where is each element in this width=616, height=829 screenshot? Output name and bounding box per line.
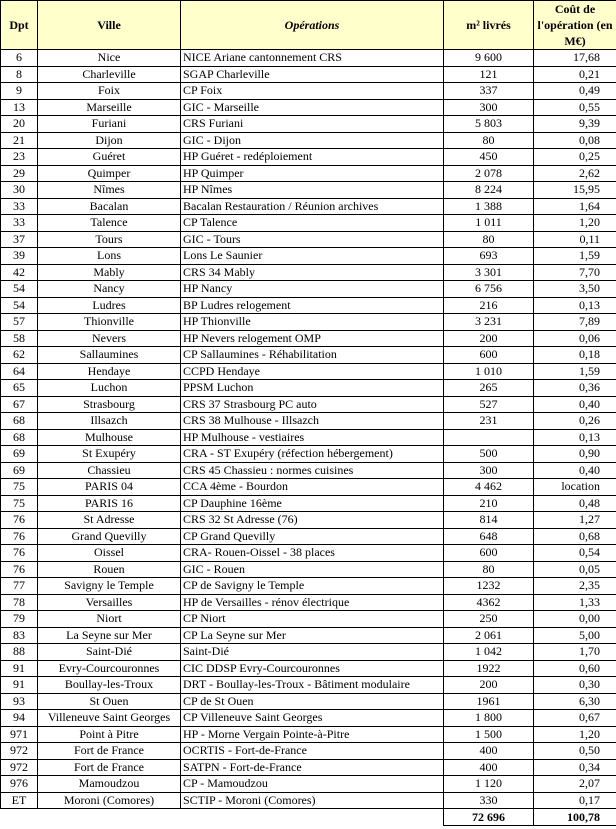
cell-m2: 200 (444, 677, 534, 694)
cell-ville: St Exupéry (38, 446, 181, 463)
cell-cout: 0,49 (534, 83, 616, 100)
cell-dpt: 79 (1, 611, 38, 628)
cell-cout: 0,17 (534, 792, 616, 809)
cell-operation: HP Nancy (181, 281, 444, 298)
cell-m2: 5 803 (444, 116, 534, 133)
cell-ville: Mamoudzou (38, 776, 181, 793)
cell-cout: 0,25 (534, 149, 616, 166)
cell-operation: DRT - Boullay-les-Troux - Bâtiment modulaire (181, 677, 444, 694)
cell-dpt: 972 (1, 759, 38, 776)
cell-dpt: 64 (1, 363, 38, 380)
cell-dpt: 91 (1, 660, 38, 677)
cell-ville: Guéret (38, 149, 181, 166)
cell-cout: 6,30 (534, 693, 616, 710)
cell-dpt: ET (1, 792, 38, 809)
cell-ville: Nice (38, 50, 181, 67)
cell-ville: Charleville (38, 66, 181, 83)
cell-ville: Tours (38, 231, 181, 248)
cell-cout: 0,34 (534, 759, 616, 776)
cell-dpt: 77 (1, 578, 38, 595)
cell-dpt: 68 (1, 413, 38, 430)
cell-operation: CP Talence (181, 215, 444, 232)
cell-dpt: 58 (1, 330, 38, 347)
table-row (1, 83, 616, 100)
table-row (1, 578, 616, 595)
cell-ville: Evry-Courcouronnes (38, 660, 181, 677)
cell-m2: 1922 (444, 660, 534, 677)
cell-operation: CRA- Rouen-Oissel - 38 places (181, 545, 444, 562)
cell-operation: CP Niort (181, 611, 444, 628)
cell-m2: 1 388 (444, 198, 534, 215)
cell-ville: Fort de France (38, 759, 181, 776)
cell-m2: 450 (444, 149, 534, 166)
cell-dpt: 976 (1, 776, 38, 793)
cell-cout: 1,33 (534, 594, 616, 611)
table-row (1, 710, 616, 727)
table-row (1, 66, 616, 83)
cell-operation: CRS 38 Mulhouse - Illsazch (181, 413, 444, 430)
cell-ville: Oissel (38, 545, 181, 562)
cell-ville: Nîmes (38, 182, 181, 199)
cell-operation: CP de St Ouen (181, 693, 444, 710)
cell-operation: CP Foix (181, 83, 444, 100)
table-row (1, 347, 616, 364)
cell-cout: 0,26 (534, 413, 616, 430)
cell-ville: Strasbourg (38, 396, 181, 413)
cell-dpt: 94 (1, 710, 38, 727)
cell-dpt: 33 (1, 215, 38, 232)
cell-operation: CP Villeneuve Saint Georges (181, 710, 444, 727)
cell-dpt: 78 (1, 594, 38, 611)
cell-operation: NICE Ariane cantonnement CRS (181, 50, 444, 67)
cell-ville: Lons (38, 248, 181, 265)
cell-m2: 2 078 (444, 165, 534, 182)
cell-m2: 1 500 (444, 726, 534, 743)
cell-operation: CP La Seyne sur Mer (181, 627, 444, 644)
cell-dpt: 972 (1, 743, 38, 760)
table-row (1, 693, 616, 710)
cell-ville: Luchon (38, 380, 181, 397)
table-row (1, 264, 616, 281)
cell-ville: Grand Quevilly (38, 528, 181, 545)
cell-m2: 814 (444, 512, 534, 529)
cell-operation: CP Grand Quevilly (181, 528, 444, 545)
cell-operation: BP Ludres relogement (181, 297, 444, 314)
cell-cout: 0,60 (534, 660, 616, 677)
cell-operation: CP Dauphine 16ème (181, 495, 444, 512)
cell-m2: 648 (444, 528, 534, 545)
cell-m2: 500 (444, 446, 534, 463)
cell-dpt: 39 (1, 248, 38, 265)
total-spacer (1, 809, 444, 826)
cell-ville: Ludres (38, 297, 181, 314)
cell-m2: 9 600 (444, 50, 534, 67)
cell-ville: Marseille (38, 99, 181, 116)
cell-cout: 0,08 (534, 132, 616, 149)
cell-dpt: 69 (1, 446, 38, 463)
cell-m2: 8 224 (444, 182, 534, 199)
cell-operation: HP Quimper (181, 165, 444, 182)
table-row (1, 215, 616, 232)
cell-dpt: 83 (1, 627, 38, 644)
cell-operation: CCA 4ème - Bourdon (181, 479, 444, 496)
cell-dpt: 23 (1, 149, 38, 166)
total-row (1, 809, 616, 826)
cell-dpt: 76 (1, 528, 38, 545)
cell-cout: 0,18 (534, 347, 616, 364)
table-row (1, 726, 616, 743)
cell-dpt: 76 (1, 545, 38, 562)
cell-dpt: 20 (1, 116, 38, 133)
table-row (1, 677, 616, 694)
cell-dpt: 62 (1, 347, 38, 364)
table-row (1, 545, 616, 562)
cell-cout: 2,35 (534, 578, 616, 595)
cell-m2: 600 (444, 545, 534, 562)
cell-cout: 1,20 (534, 215, 616, 232)
table-row (1, 314, 616, 331)
table-row (1, 297, 616, 314)
cell-m2: 265 (444, 380, 534, 397)
cell-dpt: 29 (1, 165, 38, 182)
cell-cout: 9,39 (534, 116, 616, 133)
cell-ville: Sallaumines (38, 347, 181, 364)
cell-m2 (444, 429, 534, 446)
cell-ville: Niort (38, 611, 181, 628)
cell-ville: Rouen (38, 561, 181, 578)
cell-m2: 6 756 (444, 281, 534, 298)
cell-m2: 400 (444, 743, 534, 760)
table-row (1, 660, 616, 677)
cell-dpt: 75 (1, 495, 38, 512)
cell-cout: 0,40 (534, 396, 616, 413)
table-row (1, 446, 616, 463)
cell-operation: Lons Le Saunier (181, 248, 444, 265)
cell-ville: Nevers (38, 330, 181, 347)
table-row (1, 396, 616, 413)
cell-m2: 300 (444, 462, 534, 479)
cell-m2: 4 462 (444, 479, 534, 496)
cell-ville: Chassieu (38, 462, 181, 479)
table-row (1, 743, 616, 760)
cell-m2: 4362 (444, 594, 534, 611)
cell-m2: 400 (444, 759, 534, 776)
table-row (1, 759, 616, 776)
cell-ville: Saint-Dié (38, 644, 181, 661)
cell-m2: 80 (444, 561, 534, 578)
cell-cout: 0,05 (534, 561, 616, 578)
cell-m2: 1 120 (444, 776, 534, 793)
cell-ville: PARIS 16 (38, 495, 181, 512)
cell-ville: Illsazch (38, 413, 181, 430)
cell-cout: 7,70 (534, 264, 616, 281)
cell-cout: 0,68 (534, 528, 616, 545)
table-row (1, 479, 616, 496)
cell-operation: CP Sallaumines - Réhabilitation (181, 347, 444, 364)
cell-dpt: 91 (1, 677, 38, 694)
cell-ville: Quimper (38, 165, 181, 182)
table-row (1, 281, 616, 298)
table-row (1, 594, 616, 611)
cell-operation: CCPD Hendaye (181, 363, 444, 380)
header-m2: m² livrés (444, 1, 534, 50)
cell-dpt: 54 (1, 281, 38, 298)
header-cout: Coût de l'opération (en M€) (534, 1, 616, 50)
cell-operation: SGAP Charleville (181, 66, 444, 83)
cell-ville: Foix (38, 83, 181, 100)
cell-ville: PARIS 04 (38, 479, 181, 496)
table-row (1, 627, 616, 644)
cell-m2: 1 800 (444, 710, 534, 727)
cell-dpt: 42 (1, 264, 38, 281)
cell-ville: Point à Pitre (38, 726, 181, 743)
cell-operation: HP - Morne Vergain Pointe-à-Pitre (181, 726, 444, 743)
cell-operation: GIC - Marseille (181, 99, 444, 116)
cell-cout: 0,67 (534, 710, 616, 727)
cell-m2: 121 (444, 66, 534, 83)
cell-operation: HP de Versailles - rénov électrique (181, 594, 444, 611)
cell-ville: Mably (38, 264, 181, 281)
cell-operation: CRS 45 Chassieu : normes cuisines (181, 462, 444, 479)
cell-ville: Mulhouse (38, 429, 181, 446)
table-row (1, 380, 616, 397)
cell-dpt: 68 (1, 429, 38, 446)
cell-ville: Thionville (38, 314, 181, 331)
table-row (1, 512, 616, 529)
cell-m2: 1 010 (444, 363, 534, 380)
cell-dpt: 33 (1, 198, 38, 215)
cell-ville: Hendaye (38, 363, 181, 380)
cell-ville: Moroni (Comores) (38, 792, 181, 809)
cell-ville: Nancy (38, 281, 181, 298)
table-row (1, 99, 616, 116)
header-row (1, 1, 616, 50)
cell-ville: Versailles (38, 594, 181, 611)
table-row (1, 149, 616, 166)
cell-operation: HP Guéret - redéploiement (181, 149, 444, 166)
cell-m2: 337 (444, 83, 534, 100)
cell-m2: 3 301 (444, 264, 534, 281)
cell-dpt: 93 (1, 693, 38, 710)
table-row (1, 132, 616, 149)
cell-cout: 0,90 (534, 446, 616, 463)
cell-cout: 0,40 (534, 462, 616, 479)
cell-m2: 2 061 (444, 627, 534, 644)
cell-operation: Saint-Dié (181, 644, 444, 661)
cell-operation: GIC - Tours (181, 231, 444, 248)
cell-cout: 17,68 (534, 50, 616, 67)
cell-m2: 216 (444, 297, 534, 314)
cell-m2: 693 (444, 248, 534, 265)
cell-cout: 0,21 (534, 66, 616, 83)
table-row (1, 363, 616, 380)
cell-operation: CRS 37 Strasbourg PC auto (181, 396, 444, 413)
cell-operation: HP Mulhouse - vestiaires (181, 429, 444, 446)
cell-m2: 3 231 (444, 314, 534, 331)
cell-ville: Boullay-les-Troux (38, 677, 181, 694)
cell-m2: 1 042 (444, 644, 534, 661)
table-row (1, 429, 616, 446)
cell-cout: location (534, 479, 616, 496)
table-row (1, 776, 616, 793)
cell-cout: 0,06 (534, 330, 616, 347)
cell-ville: Furiani (38, 116, 181, 133)
cell-m2: 200 (444, 330, 534, 347)
cell-operation: HP Nevers relogement OMP (181, 330, 444, 347)
cell-m2: 1232 (444, 578, 534, 595)
cell-operation: CRA - ST Exupéry (réfection hébergement) (181, 446, 444, 463)
cell-m2: 80 (444, 132, 534, 149)
cell-m2: 300 (444, 99, 534, 116)
table-body (1, 50, 616, 809)
cell-ville: Fort de France (38, 743, 181, 760)
cell-operation: CRS Furiani (181, 116, 444, 133)
cell-operation: HP Thionville (181, 314, 444, 331)
cell-cout: 0,00 (534, 611, 616, 628)
cell-m2: 600 (444, 347, 534, 364)
table-row (1, 165, 616, 182)
cell-cout: 0,11 (534, 231, 616, 248)
cell-operation: GIC - Rouen (181, 561, 444, 578)
cell-operation: SATPN - Fort-de-France (181, 759, 444, 776)
total-cout: 100,78 (534, 809, 616, 826)
cell-operation: CRS 34 Mably (181, 264, 444, 281)
cell-cout: 2,07 (534, 776, 616, 793)
cell-dpt: 75 (1, 479, 38, 496)
cell-dpt: 37 (1, 231, 38, 248)
cell-cout: 7,89 (534, 314, 616, 331)
cell-dpt: 76 (1, 561, 38, 578)
cell-cout: 5,00 (534, 627, 616, 644)
cell-cout: 1,59 (534, 248, 616, 265)
cell-cout: 0,48 (534, 495, 616, 512)
cell-m2: 231 (444, 413, 534, 430)
cell-cout: 0,36 (534, 380, 616, 397)
cell-dpt: 21 (1, 132, 38, 149)
cell-cout: 0,30 (534, 677, 616, 694)
table-row (1, 528, 616, 545)
table-row (1, 248, 616, 265)
cell-cout: 1,70 (534, 644, 616, 661)
cell-m2: 527 (444, 396, 534, 413)
cell-cout: 0,55 (534, 99, 616, 116)
cell-operation: PPSM Luchon (181, 380, 444, 397)
table-row (1, 413, 616, 430)
total-m2: 72 696 (444, 809, 534, 826)
cell-operation: CP - Mamoudzou (181, 776, 444, 793)
cell-m2: 330 (444, 792, 534, 809)
cell-dpt: 54 (1, 297, 38, 314)
cell-cout: 15,95 (534, 182, 616, 199)
cell-m2: 210 (444, 495, 534, 512)
cell-operation: OCRTIS - Fort-de-France (181, 743, 444, 760)
cell-cout: 1,59 (534, 363, 616, 380)
cell-cout: 1,27 (534, 512, 616, 529)
cell-dpt: 6 (1, 50, 38, 67)
table-row (1, 792, 616, 809)
cell-dpt: 8 (1, 66, 38, 83)
cell-cout: 3,50 (534, 281, 616, 298)
cell-cout: 0,50 (534, 743, 616, 760)
cell-ville: La Seyne sur Mer (38, 627, 181, 644)
cell-cout: 2,62 (534, 165, 616, 182)
cell-operation: CP de Savigny le Temple (181, 578, 444, 595)
cell-cout: 0,13 (534, 429, 616, 446)
cell-dpt: 971 (1, 726, 38, 743)
cell-operation: Bacalan Restauration / Réunion archives (181, 198, 444, 215)
table-row (1, 330, 616, 347)
cell-ville: Talence (38, 215, 181, 232)
table-row (1, 495, 616, 512)
cell-operation: HP Nîmes (181, 182, 444, 199)
table-row (1, 182, 616, 199)
table-row (1, 50, 616, 67)
table-row (1, 116, 616, 133)
cell-dpt: 88 (1, 644, 38, 661)
cell-ville: St Ouen (38, 693, 181, 710)
cell-ville: Villeneuve Saint Georges (38, 710, 181, 727)
cell-ville: Dijon (38, 132, 181, 149)
cell-cout: 0,13 (534, 297, 616, 314)
table-row (1, 611, 616, 628)
cell-m2: 250 (444, 611, 534, 628)
cell-cout: 0,54 (534, 545, 616, 562)
cell-dpt: 69 (1, 462, 38, 479)
cell-cout: 1,20 (534, 726, 616, 743)
cell-dpt: 57 (1, 314, 38, 331)
cell-ville: St Adresse (38, 512, 181, 529)
table-row (1, 198, 616, 215)
table-row (1, 561, 616, 578)
cell-dpt: 65 (1, 380, 38, 397)
cell-dpt: 76 (1, 512, 38, 529)
header-dpt: Dpt (1, 1, 38, 50)
cell-m2: 1961 (444, 693, 534, 710)
cell-operation: CRS 32 St Adresse (76) (181, 512, 444, 529)
table-row (1, 462, 616, 479)
cell-dpt: 13 (1, 99, 38, 116)
cell-operation: SCTIP - Moroni (Comores) (181, 792, 444, 809)
cell-dpt: 67 (1, 396, 38, 413)
cell-cout: 1,64 (534, 198, 616, 215)
cell-m2: 1 011 (444, 215, 534, 232)
table-row (1, 231, 616, 248)
cell-dpt: 9 (1, 83, 38, 100)
cell-m2: 80 (444, 231, 534, 248)
cell-ville: Savigny le Temple (38, 578, 181, 595)
cell-ville: Bacalan (38, 198, 181, 215)
cell-operation: GIC - Dijon (181, 132, 444, 149)
cell-operation: CIC DDSP Evry-Courcouronnes (181, 660, 444, 677)
table-row (1, 644, 616, 661)
header-operations: Opérations (181, 1, 444, 50)
cell-dpt: 30 (1, 182, 38, 199)
header-ville: Ville (38, 1, 181, 50)
